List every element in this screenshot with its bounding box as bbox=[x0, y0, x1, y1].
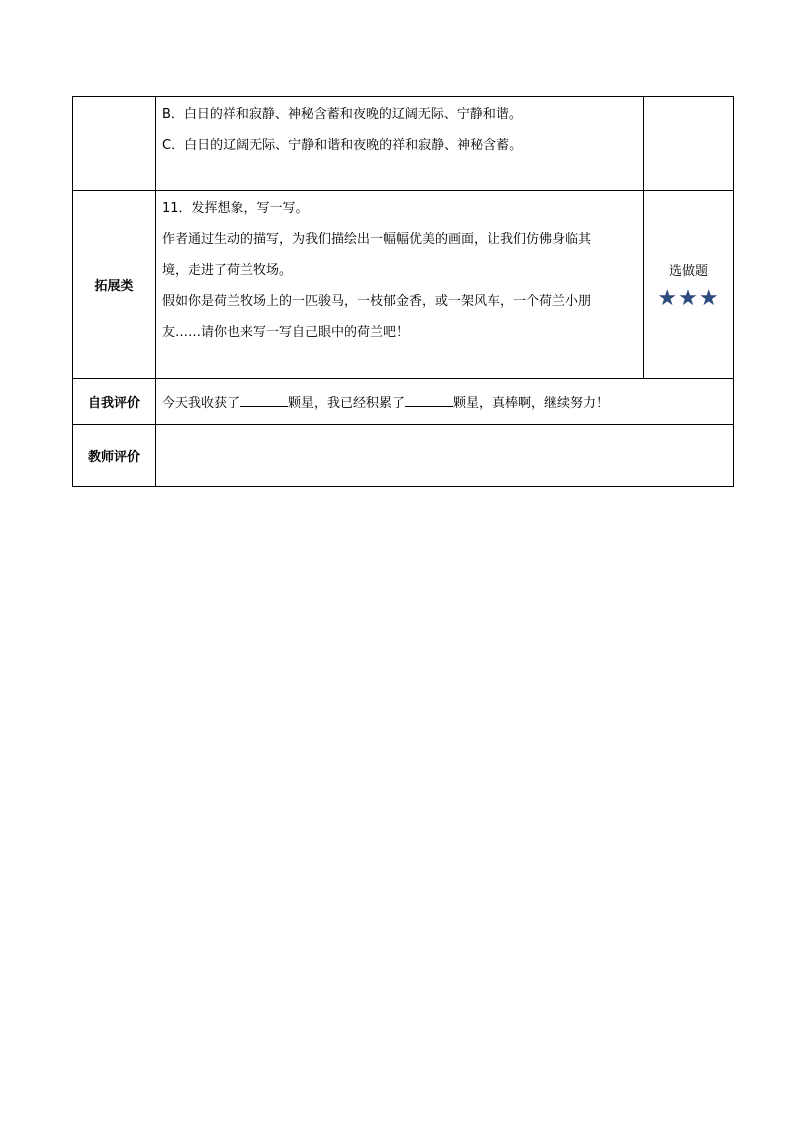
stars-earned-blank[interactable] bbox=[240, 392, 288, 407]
self-eval-text-b: 颗星，我已经积累了 bbox=[288, 396, 406, 411]
teacher-eval-row bbox=[73, 425, 734, 487]
optional-label: 选做题 bbox=[668, 264, 708, 279]
self-eval-text-c: 颗星，真棒啊，继续努力！ bbox=[453, 396, 610, 411]
options-text-cell bbox=[156, 97, 644, 191]
self-eval-row bbox=[73, 379, 734, 425]
difficulty-cell bbox=[644, 191, 734, 379]
stars-total-blank[interactable] bbox=[405, 392, 453, 407]
question-line-2: 境，走进了荷兰牧场。 bbox=[162, 263, 293, 278]
worksheet-table-wrapper bbox=[72, 96, 722, 487]
option-b: B．白日的祥和寂静、神秘含蓄和夜晚的辽阔无际、宁静和谐。 bbox=[162, 107, 522, 122]
teacher-eval-category: 教师评价 bbox=[73, 425, 156, 487]
question-line-3: 假如你是荷兰牧场上的一匹骏马，一枝郁金香，或一架风车，一个荷兰小朋 bbox=[162, 294, 592, 309]
options-row bbox=[73, 97, 734, 191]
question-title: 11．发挥想象，写一写。 bbox=[162, 201, 309, 216]
self-eval-text-a: 今天我收获了 bbox=[162, 396, 241, 411]
option-c: C．白日的辽阔无际、宁静和谐和夜晚的祥和寂静、神秘含蓄。 bbox=[162, 138, 523, 153]
star-rating-icon: ★★★ bbox=[657, 286, 720, 311]
options-category-cell bbox=[73, 97, 156, 191]
self-eval-text-cell bbox=[156, 379, 734, 425]
worksheet-table bbox=[72, 96, 734, 487]
extension-text-cell bbox=[156, 191, 644, 379]
self-eval-category: 自我评价 bbox=[73, 379, 156, 425]
extension-category: 拓展类 bbox=[73, 191, 156, 379]
options-side-cell bbox=[644, 97, 734, 191]
extension-row bbox=[73, 191, 734, 379]
question-line-4: 友……请你也来写一写自己眼中的荷兰吧！ bbox=[162, 325, 410, 340]
teacher-eval-cell[interactable] bbox=[156, 425, 734, 487]
question-line-1: 作者通过生动的描写，为我们描绘出一幅幅优美的画面，让我们仿佛身临其 bbox=[162, 232, 592, 247]
